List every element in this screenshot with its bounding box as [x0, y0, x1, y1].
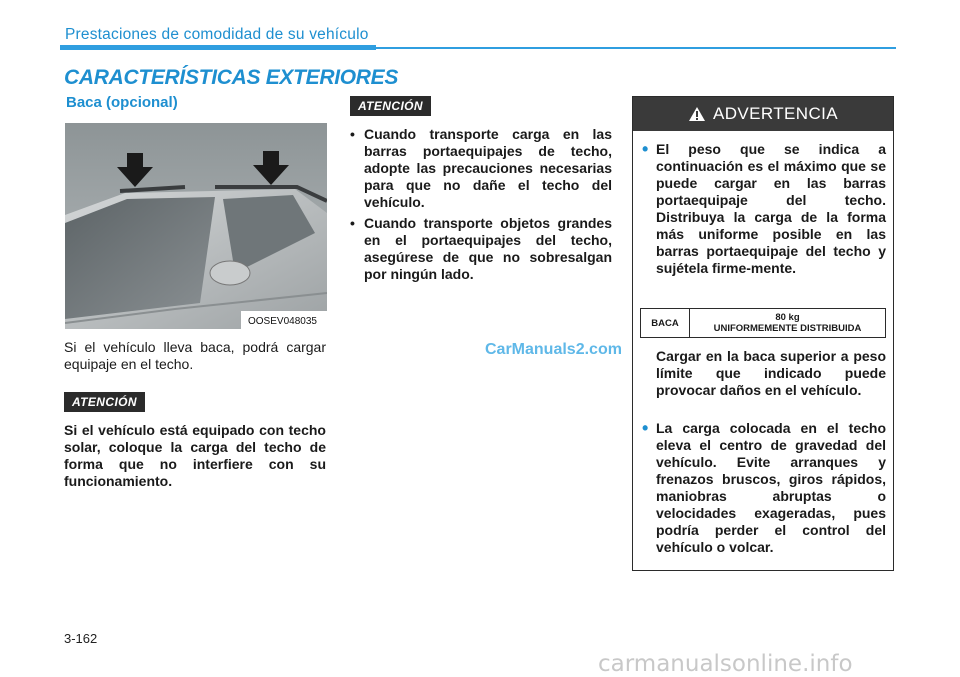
load-table	[640, 308, 886, 338]
warning-after-table: Cargar en la baca superior a peso límite que indicado puede provocar daños en el vehículo.	[656, 348, 886, 398]
header-rule-thick	[60, 45, 376, 50]
roof-rack-photo	[65, 123, 327, 329]
warning-bullet-2: • La carga colocada en el techo eleva el centro de gravedad del vehículo. Evite arranques y frenazos bruscos, giros rápidos, maniobras abruptas o velocidades exageradas, pues podría perder el control del vehículo o volcar.	[640, 420, 886, 556]
attention-text-1: Si el vehículo está equipado con techo solar, coloque la carga del techo de forma que no interfiere con su funcionamiento.	[64, 422, 326, 489]
figure-code: OOSEV048035	[248, 316, 317, 327]
warning-header	[633, 97, 893, 131]
load-table-label: BACA	[641, 309, 690, 337]
subsection-title: Baca (opcional)	[66, 94, 178, 111]
watermark-footer: carmanualsonline.info	[598, 651, 853, 677]
load-table-weight: 80 kg	[775, 312, 800, 323]
running-header: Prestaciones de comodidad de su vehículo	[65, 26, 369, 43]
warning-list-2	[640, 420, 886, 560]
warning-triangle-icon	[688, 106, 706, 122]
load-table-note: UNIFORMEMENTE DISTRIBUIDA	[713, 323, 862, 334]
attention-bullets	[348, 126, 612, 287]
page-number: 3-162	[64, 631, 98, 646]
attention-label-1: ATENCIÓN	[64, 392, 145, 412]
attention-bullet-2: • Cuando transporte objetos grandes en el portaequipajes del techo, asegúrese de que no sobresalgan por ningún lado.	[348, 215, 612, 283]
header-rule-thin	[376, 47, 896, 49]
section-title: CARACTERÍSTICAS EXTERIORES	[64, 66, 399, 89]
watermark-center: CarManuals2.com	[485, 341, 622, 358]
warning-bullet-1: • El peso que se indica a continuación es el máximo que se puede cargar en las barras portaequipaje del techo. Distribuya la carga de la forma más uniforme posible en las barras portaequipaje del techo y sujétela firme-mente.	[640, 141, 886, 277]
warning-list-1	[640, 141, 886, 281]
intro-paragraph: Si el vehículo lleva baca, podrá cargar equipaje en el techo.	[64, 339, 326, 372]
warning-title: ADVERTENCIA	[712, 104, 838, 123]
attention-label-2: ATENCIÓN	[350, 96, 431, 116]
attention-bullet-1: • Cuando transporte carga en las barras portaequipajes de techo, adopte las precauciones necesarias para que no dañe el techo del vehículo.	[348, 126, 612, 211]
